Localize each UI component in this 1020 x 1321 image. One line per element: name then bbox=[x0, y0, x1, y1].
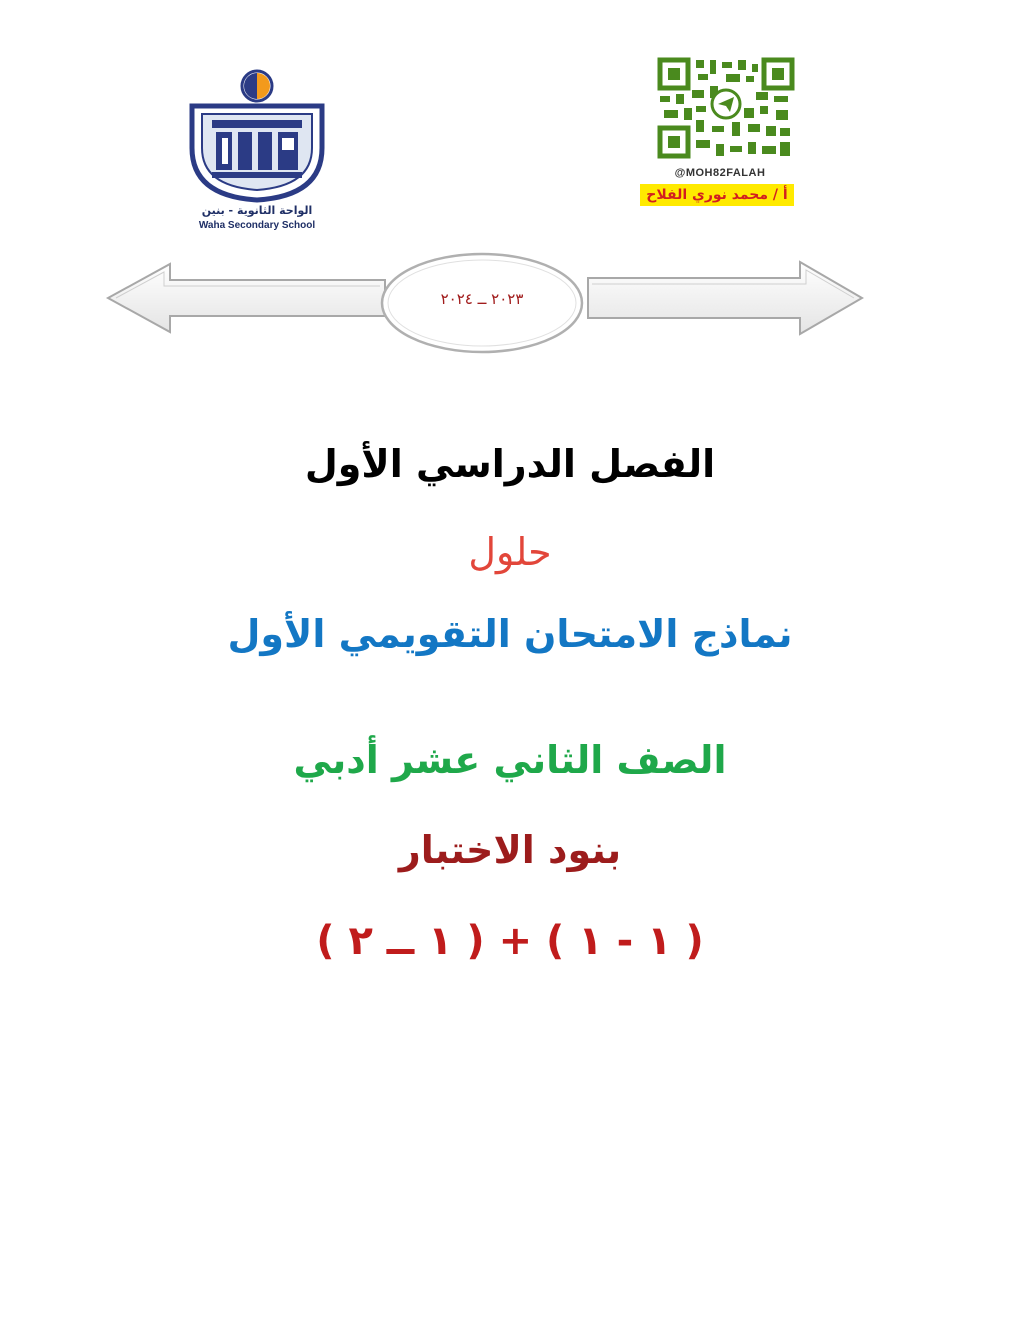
school-crest-icon bbox=[182, 68, 332, 203]
solutions-label: حلول bbox=[468, 530, 552, 574]
test-items-title: بنود الاختبار bbox=[398, 828, 622, 872]
academic-year: ٢٠٢٣ ــ ٢٠٢٤ bbox=[440, 290, 524, 308]
qr-block bbox=[640, 56, 800, 210]
left-arrow-icon bbox=[108, 264, 385, 332]
grade-title: الصف الثاني عشر أدبي bbox=[293, 738, 727, 782]
school-name-arabic: الواحة الثانوية - بنين bbox=[201, 204, 313, 217]
units-label: ( ١ - ١ ) + ( ١ ــ ٢ ) bbox=[316, 918, 704, 964]
social-handle: @MOH82FALAH bbox=[674, 167, 766, 179]
qr-code-icon bbox=[656, 56, 796, 160]
school-name-english: Waha Secondary School bbox=[198, 220, 316, 231]
term-title: الفصل الدراسي الأول bbox=[304, 442, 716, 486]
school-logo bbox=[182, 68, 332, 238]
exam-models-title: نماذج الامتحان التقويمي الأول bbox=[227, 612, 793, 656]
author-name: أ / محمد نوري الفلاح bbox=[640, 184, 794, 206]
right-arrow-icon bbox=[588, 262, 862, 334]
